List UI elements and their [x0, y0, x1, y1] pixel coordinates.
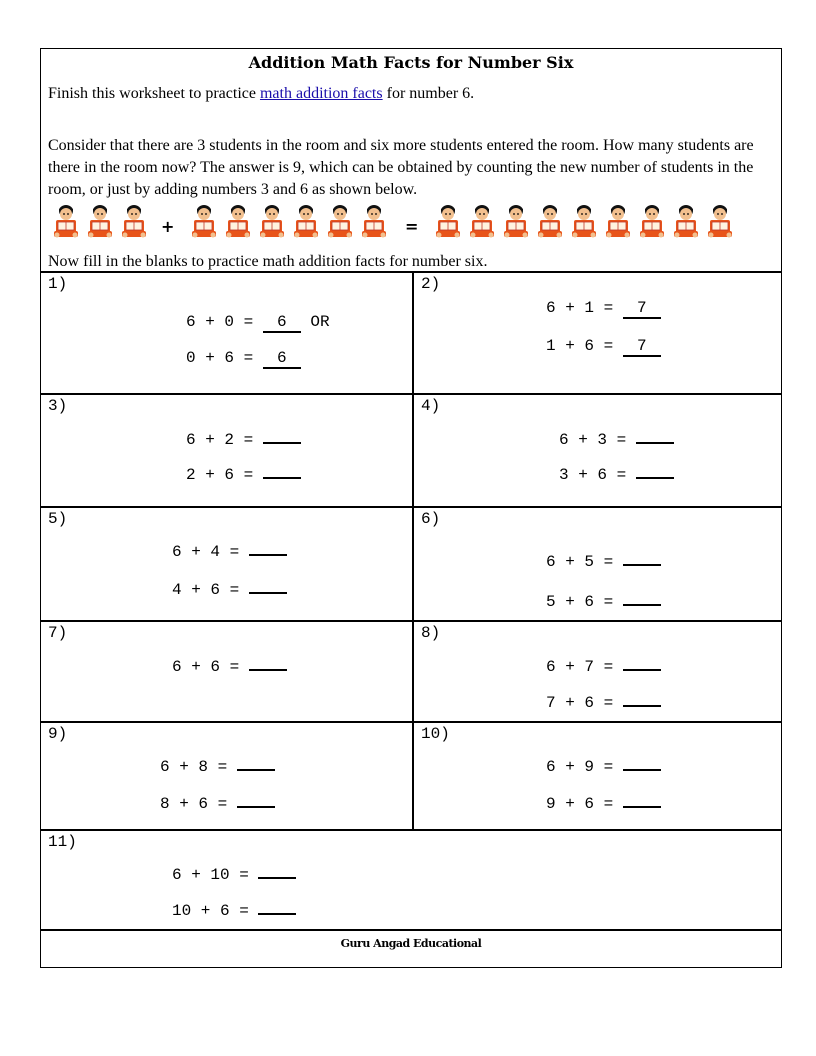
equation: [546, 299, 661, 319]
problem-number: 2): [421, 275, 441, 293]
page-title: Addition Math Facts for Number Six: [248, 53, 574, 72]
student-reading-icon: [325, 203, 355, 239]
equation: [172, 859, 296, 884]
student-reading-icon: [291, 203, 321, 239]
problem-cell: [41, 271, 412, 393]
student-illustration: [49, 203, 779, 239]
equation: [546, 546, 661, 571]
student-reading-icon: [671, 203, 701, 239]
answer-blank[interactable]: [623, 687, 661, 707]
answer-blank[interactable]: [237, 751, 275, 771]
student-reading-icon: [51, 203, 81, 239]
problem-number: 4): [421, 397, 441, 415]
equation: [186, 424, 301, 449]
problem-number: 1): [48, 275, 68, 293]
answer-blank[interactable]: [258, 859, 296, 879]
student-reading-icon: [223, 203, 253, 239]
problem-number: 5): [48, 510, 68, 528]
equation-text: 6 + 9 =: [546, 758, 623, 776]
problem-number: 6): [421, 510, 441, 528]
answer-blank[interactable]: 7: [623, 337, 661, 357]
answer-blank[interactable]: [258, 895, 296, 915]
equation-text: 6 + 7 =: [546, 658, 623, 676]
problem-cell: [412, 271, 781, 393]
answer-blank[interactable]: 7: [623, 299, 661, 319]
student-reading-icon: [501, 203, 531, 239]
student-reading-icon: [359, 203, 389, 239]
equation: [546, 337, 661, 357]
plus-sign: +: [161, 217, 175, 236]
equation: [546, 788, 661, 813]
student-reading-icon: [569, 203, 599, 239]
equation: [559, 459, 674, 484]
equation-text: 0 + 6 =: [186, 349, 263, 367]
answer-blank[interactable]: [249, 651, 287, 671]
student-reading-icon: [637, 203, 667, 239]
intro-after: for number 6.: [382, 85, 475, 102]
equation-text: 6 + 8 =: [160, 758, 237, 776]
student-reading-icon: [119, 203, 149, 239]
equation-text: 6 + 6 =: [172, 658, 249, 676]
student-reading-icon: [85, 203, 115, 239]
intro-before: Finish this worksheet to practice: [48, 85, 260, 102]
equation-text: 3 + 6 =: [559, 466, 636, 484]
equation: [172, 574, 287, 599]
problem-number: 9): [48, 725, 68, 743]
or-label: OR: [300, 313, 330, 331]
equation: [186, 349, 301, 369]
equation-text: 6 + 1 =: [546, 299, 623, 317]
fill-instructions: Now fill in the blanks to practice math addition facts for number six.: [48, 253, 488, 270]
equation: [172, 651, 287, 676]
equation-text: 6 + 4 =: [172, 543, 249, 561]
footer-credit: Guru Angad Educational: [41, 929, 781, 967]
answer-blank[interactable]: [249, 536, 287, 556]
equation-text: 1 + 6 =: [546, 337, 623, 355]
problem-number: 10): [421, 725, 450, 743]
equation-text: 5 + 6 =: [546, 593, 623, 611]
student-reading-icon: [467, 203, 497, 239]
answer-blank[interactable]: [636, 424, 674, 444]
worksheet: [40, 48, 782, 968]
student-reading-icon: [189, 203, 219, 239]
answer-blank[interactable]: [263, 424, 301, 444]
problem-cell: [41, 620, 412, 721]
equation-text: 2 + 6 =: [186, 466, 263, 484]
answer-blank[interactable]: 6: [263, 349, 301, 369]
answer-blank[interactable]: [623, 788, 661, 808]
problem-number: 7): [48, 624, 68, 642]
equation-text: 6 + 5 =: [546, 553, 623, 571]
answer-blank[interactable]: [237, 788, 275, 808]
equation-text: 9 + 6 =: [546, 795, 623, 813]
answer-blank[interactable]: [636, 459, 674, 479]
equation-text: 6 + 0 =: [186, 313, 263, 331]
equation-text: 6 + 10 =: [172, 866, 259, 884]
equation: [172, 895, 296, 920]
equals-sign: =: [405, 217, 419, 236]
equation: [559, 424, 674, 449]
answer-blank[interactable]: [623, 546, 661, 566]
intro-text: [48, 85, 474, 103]
problem-cell: [41, 721, 412, 829]
math-addition-facts-link[interactable]: math addition facts: [259, 85, 383, 102]
problem-cell: [41, 393, 412, 506]
problem-cell: [412, 393, 781, 506]
equation: [186, 459, 301, 484]
problem-number: 8): [421, 624, 441, 642]
explanation-paragraph: Consider that there are 3 students in the room and six more students entered the room. How many students are there in the room now? The answer is 9, which can be obtained by counting the new number of students in the room, or just by adding numbers 3 and 6 as shown below.: [48, 137, 754, 198]
answer-blank[interactable]: [263, 459, 301, 479]
equation: [546, 586, 661, 611]
equation-text: 10 + 6 =: [172, 902, 259, 920]
problem-cell: [41, 829, 781, 927]
answer-blank[interactable]: [623, 651, 661, 671]
equation: [160, 788, 275, 813]
equation: [160, 751, 275, 776]
equation-text: 6 + 3 =: [559, 431, 636, 449]
equation-text: 4 + 6 =: [172, 581, 249, 599]
problem-cell: [412, 721, 781, 829]
student-reading-icon: [705, 203, 735, 239]
problem-cell: [41, 506, 412, 620]
equation: [546, 651, 661, 676]
student-reading-icon: [535, 203, 565, 239]
equation: [546, 751, 661, 776]
equation: [546, 687, 661, 712]
equation-text: 7 + 6 =: [546, 694, 623, 712]
student-reading-icon: [257, 203, 287, 239]
problem-number: 3): [48, 397, 68, 415]
student-reading-icon: [433, 203, 463, 239]
problem-cell: [412, 506, 781, 620]
answer-blank[interactable]: [249, 574, 287, 594]
answer-blank[interactable]: [623, 751, 661, 771]
problem-cell: [412, 620, 781, 721]
answer-blank[interactable]: 6: [263, 313, 301, 333]
equation-text: 6 + 2 =: [186, 431, 263, 449]
problem-number: 11): [48, 833, 77, 851]
student-reading-icon: [603, 203, 633, 239]
answer-blank[interactable]: [623, 586, 661, 606]
equation: [172, 536, 287, 561]
equation-text: 8 + 6 =: [160, 795, 237, 813]
equation: [186, 313, 330, 333]
